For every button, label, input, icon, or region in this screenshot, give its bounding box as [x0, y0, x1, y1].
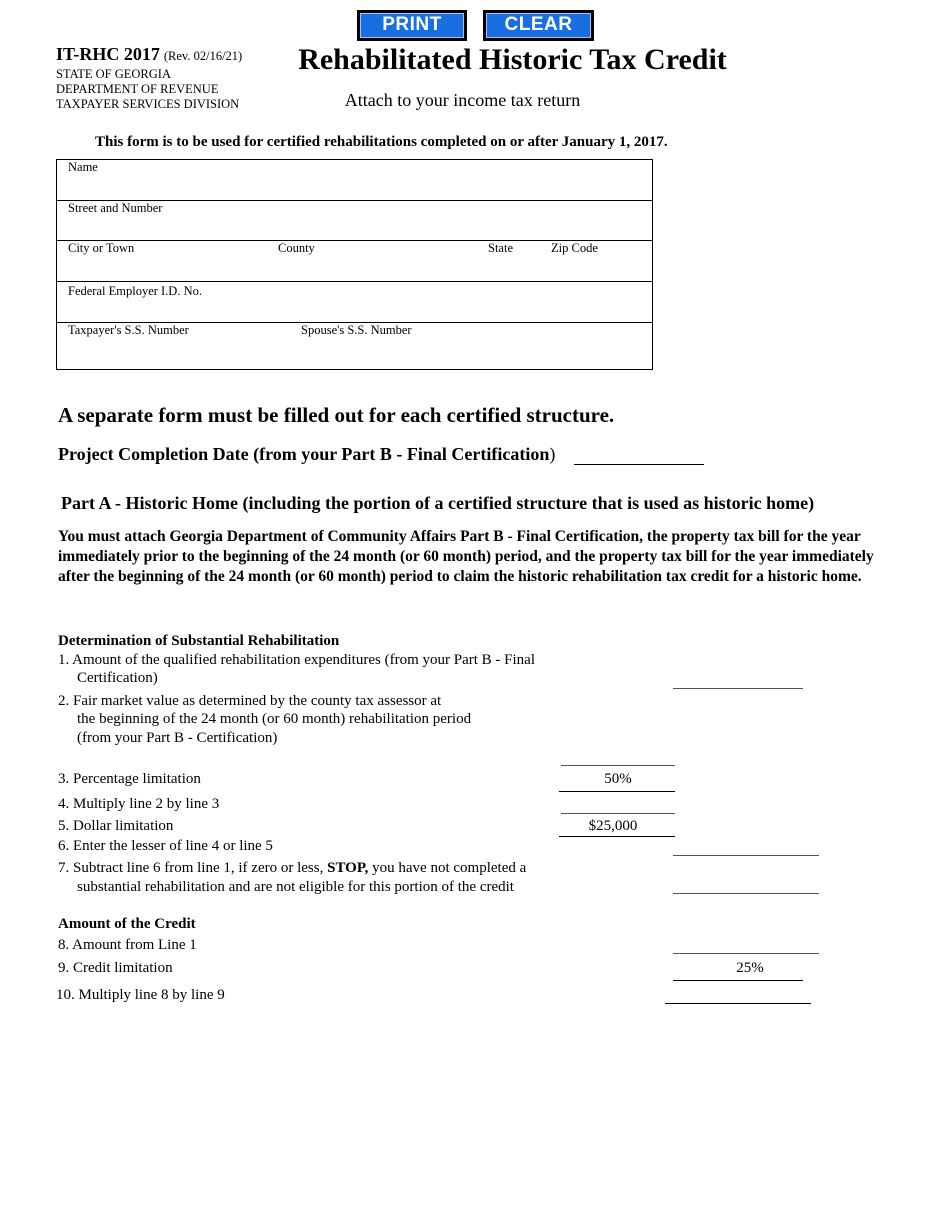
line9-underline	[673, 980, 803, 981]
page-title: Rehabilitated Historic Tax Credit	[298, 43, 727, 76]
line7-text-pre: 7. Subtract line 6 from line 1, if zero or less,	[58, 860, 328, 876]
taxpayer-info-box	[56, 159, 653, 370]
print-button-label: PRINT	[360, 13, 464, 38]
line6-input[interactable]	[673, 855, 819, 856]
line3-underline	[559, 791, 675, 792]
form-id: IT-RHC 2017	[56, 44, 160, 64]
part-a-instructions: You must attach Georgia Department of Community Affairs Part B - Final Certification, the property tax bill for the year immediately prior to the beginning of the 24 month (or 60 month) period, and the property tax bill for the year immediately after the beginning of the 24 month (or 60 month) period to claim the historic rehabilitation tax credit for a historic home.	[58, 528, 874, 585]
line7-input[interactable]	[673, 893, 819, 894]
street-field[interactable]: Street and Number	[68, 201, 163, 215]
form-revision: (Rev. 02/16/21)	[163, 49, 243, 63]
row-divider	[57, 281, 652, 282]
line3-value: 50%	[604, 771, 632, 787]
line3-text: 3. Percentage limitation	[58, 771, 201, 787]
line10-input[interactable]	[665, 1003, 811, 1004]
line5-underline	[559, 836, 675, 837]
substantial-rehab-heading: Determination of Substantial Rehabilitation	[58, 633, 340, 649]
completion-date-paren: )	[549, 444, 556, 464]
line1-text: 1. Amount of the qualified rehabilitation expenditures (from your Part B - Final	[58, 652, 535, 668]
print-button[interactable]	[357, 10, 467, 41]
line8-text: 8. Amount from Line 1	[58, 937, 197, 953]
line7-text	[58, 860, 526, 877]
spouse-ssn-field[interactable]: Spouse's S.S. Number	[301, 323, 412, 337]
form-id-block	[56, 44, 242, 65]
line7-stop: STOP,	[327, 860, 369, 876]
completion-date-row	[58, 444, 555, 465]
zip-field[interactable]: Zip Code	[551, 241, 598, 255]
agency-department: DEPARTMENT OF REVENUE	[56, 82, 219, 96]
line1-text-cont: Certification)	[77, 670, 158, 686]
line1-input[interactable]	[673, 688, 803, 689]
line2-input[interactable]	[561, 765, 675, 766]
completion-date-input[interactable]	[574, 464, 704, 465]
state-field[interactable]: State	[488, 241, 513, 255]
taxpayer-ssn-field[interactable]: Taxpayer's S.S. Number	[68, 323, 189, 337]
form-usage-notice: This form is to be used for certified rehabilitations completed on or after January 1, 2017.	[95, 134, 668, 150]
line10-text: 10. Multiply line 8 by line 9	[56, 987, 225, 1003]
line5-value: $25,000	[588, 818, 638, 834]
agency-block	[56, 67, 239, 112]
line9-value: 25%	[736, 960, 764, 976]
county-field[interactable]: County	[278, 241, 315, 255]
line2-text-cont: the beginning of the 24 month (or 60 month) rehabilitation period	[77, 711, 472, 727]
fein-field[interactable]: Federal Employer I.D. No.	[68, 284, 202, 298]
clear-button[interactable]	[483, 10, 594, 41]
line9-text: 9. Credit limitation	[58, 960, 173, 976]
separate-form-notice: A separate form must be filled out for each certified structure.	[58, 403, 615, 427]
name-field[interactable]: Name	[68, 160, 98, 174]
line5-text: 5. Dollar limitation	[58, 818, 174, 834]
line2-text: 2. Fair market value as determined by the county tax assessor at	[58, 693, 442, 709]
line8-input[interactable]	[673, 953, 819, 954]
line7-text-cont: substantial rehabilitation and are not eligible for this portion of the credit	[77, 879, 514, 895]
line7-text-post: you have not completed a	[368, 860, 527, 876]
completion-date-label: Project Completion Date (from your Part B - Final Certification	[58, 444, 550, 464]
line6-text: 6. Enter the lesser of line 4 or line 5	[58, 838, 273, 854]
line4-text: 4. Multiply line 2 by line 3	[58, 796, 220, 812]
agency-division: TAXPAYER SERVICES DIVISION	[56, 97, 240, 111]
line4-input[interactable]	[561, 813, 675, 814]
agency-state: STATE OF GEORGIA	[56, 67, 171, 81]
part-a-heading: Part A - Historic Home (including the portion of a certified structure that is used as historic home)	[61, 493, 815, 513]
clear-button-label: CLEAR	[486, 13, 591, 38]
credit-amount-heading: Amount of the Credit	[58, 916, 196, 932]
line2-text-cont2: (from your Part B - Certification)	[77, 730, 278, 746]
city-field[interactable]: City or Town	[68, 241, 135, 255]
page-subtitle: Attach to your income tax return	[344, 90, 581, 110]
